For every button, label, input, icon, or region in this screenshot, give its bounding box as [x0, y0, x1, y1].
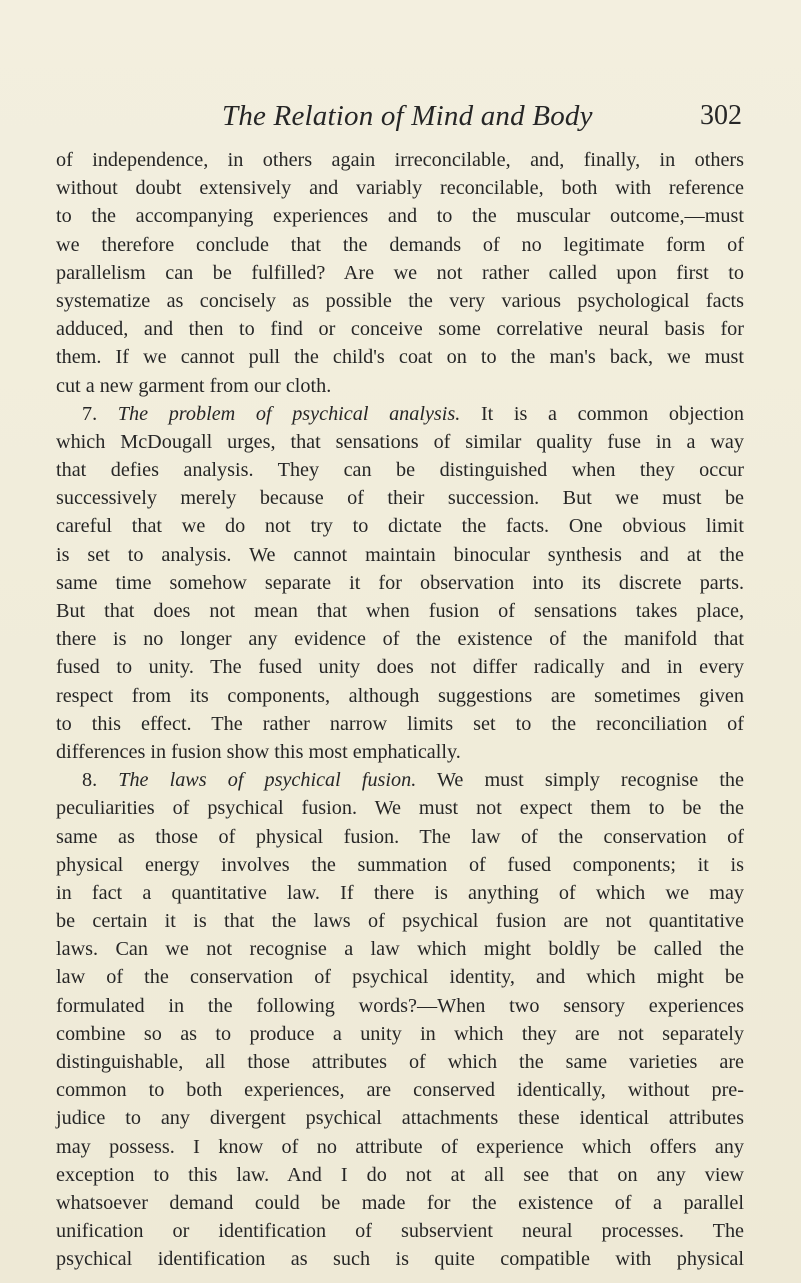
text-line: there is no longer any evidence of the existence of the manifold that: [56, 628, 744, 651]
text-line: in fact a quantitative law. If there is anything of which we may: [56, 881, 744, 904]
text-line: But that does not mean that when fusion of sensations takes place,: [56, 600, 744, 622]
text-line: unification or identification of subservient neural processes. The: [56, 1220, 744, 1243]
text-line: exception to this law. And I do not at all see that on any view: [56, 1163, 744, 1186]
text-line: judice to any divergent psychical attachments these identical attributes: [56, 1107, 744, 1130]
text-line: adduced, and then to find or conceive some correlative neural basis for: [56, 318, 744, 341]
text-line: we therefore conclude that the demands of no legitimate form of: [56, 233, 744, 256]
section-8-first-line-text: We must simply recognise the: [436, 769, 744, 792]
text-line: to this effect. The rather narrow limits set to the reconciliation of: [56, 712, 744, 735]
section-8-first-line: [56, 766, 744, 794]
text-line: same time somehow separate it for observation into its discrete parts.: [56, 571, 744, 594]
text-line: fused to unity. The fused unity does not differ radically and in every: [56, 656, 744, 679]
text-line: differences in fusion show this most emphatically.: [56, 740, 461, 763]
text-line: distinguishable, all those attributes of which the same varieties are: [56, 1051, 744, 1073]
text-line: may possess. I know of no attribute of experience which offers any: [56, 1135, 744, 1158]
text-line: which McDougall urges, that sensations of similar quality fuse in a way: [56, 430, 744, 453]
text-line: careful that we do not try to dictate the facts. One obvious limit: [56, 515, 744, 538]
text-line: parallelism can be fulfilled? Are we not rather called upon first to: [56, 261, 744, 284]
text-line: common to both experiences, are conserved identically, without pre-: [56, 1079, 744, 1102]
section-8-number: 8.: [82, 769, 98, 792]
text-line: successively merely because of their succession. But we must be: [56, 487, 744, 510]
text-line: law of the conservation of psychical identity, and which might be: [56, 966, 744, 989]
text-line: that defies analysis. They can be distinguished when they occur: [56, 459, 744, 482]
text-line: systematize as concisely as possible the very various psychological facts: [56, 289, 744, 312]
text-line: peculiarities of psychical fusion. We must not expect them to be the: [56, 797, 744, 820]
section-7-first-line: [56, 400, 744, 428]
section-8-heading: The laws of psychical fusion.: [118, 769, 417, 792]
text-line: be certain it is that the laws of psychical fusion are not quantitative: [56, 910, 744, 933]
text-line: same as those of physical fusion. The law of the conservation of: [56, 825, 744, 848]
text-line: cut a new garment from our cloth.: [56, 374, 332, 397]
text-line: is set to analysis. We cannot maintain binocular synthesis and at the: [56, 543, 744, 566]
text-line: without doubt extensively and variably reconcilable, both with reference: [56, 177, 744, 200]
text-line: combine so as to produce a unity in which they are not separately: [56, 1022, 744, 1045]
running-title: The Relation of Mind and Body: [222, 100, 593, 132]
text-line: to the accompanying experiences and to the muscular outcome,—must: [56, 205, 744, 228]
section-7-number: 7.: [82, 402, 98, 425]
page-number: 302: [700, 100, 742, 131]
text-line: of independence, in others again irreconcilable, and, finally, in others: [56, 149, 744, 171]
text-line: formulated in the following words?—When two sensory experiences: [56, 994, 744, 1017]
text-line: psychical identification as such is quite compatible with physical: [56, 1248, 744, 1271]
section-7-first-line-text: It is a common objection: [480, 402, 744, 425]
page-header: [222, 100, 742, 140]
text-line: them. If we cannot pull the child's coat on to the man's back, we must: [56, 346, 744, 369]
text-line: respect from its components, although suggestions are sometimes given: [56, 684, 744, 707]
text-line: laws. Can we not recognise a law which might boldly be called the: [56, 938, 744, 961]
text-line: whatsoever demand could be made for the existence of a parallel: [56, 1191, 744, 1214]
body-text: [56, 146, 744, 1274]
text-line: physical energy involves the summation of fused components; it is: [56, 853, 744, 876]
section-7-heading: The problem of psychical analysis.: [117, 402, 461, 425]
